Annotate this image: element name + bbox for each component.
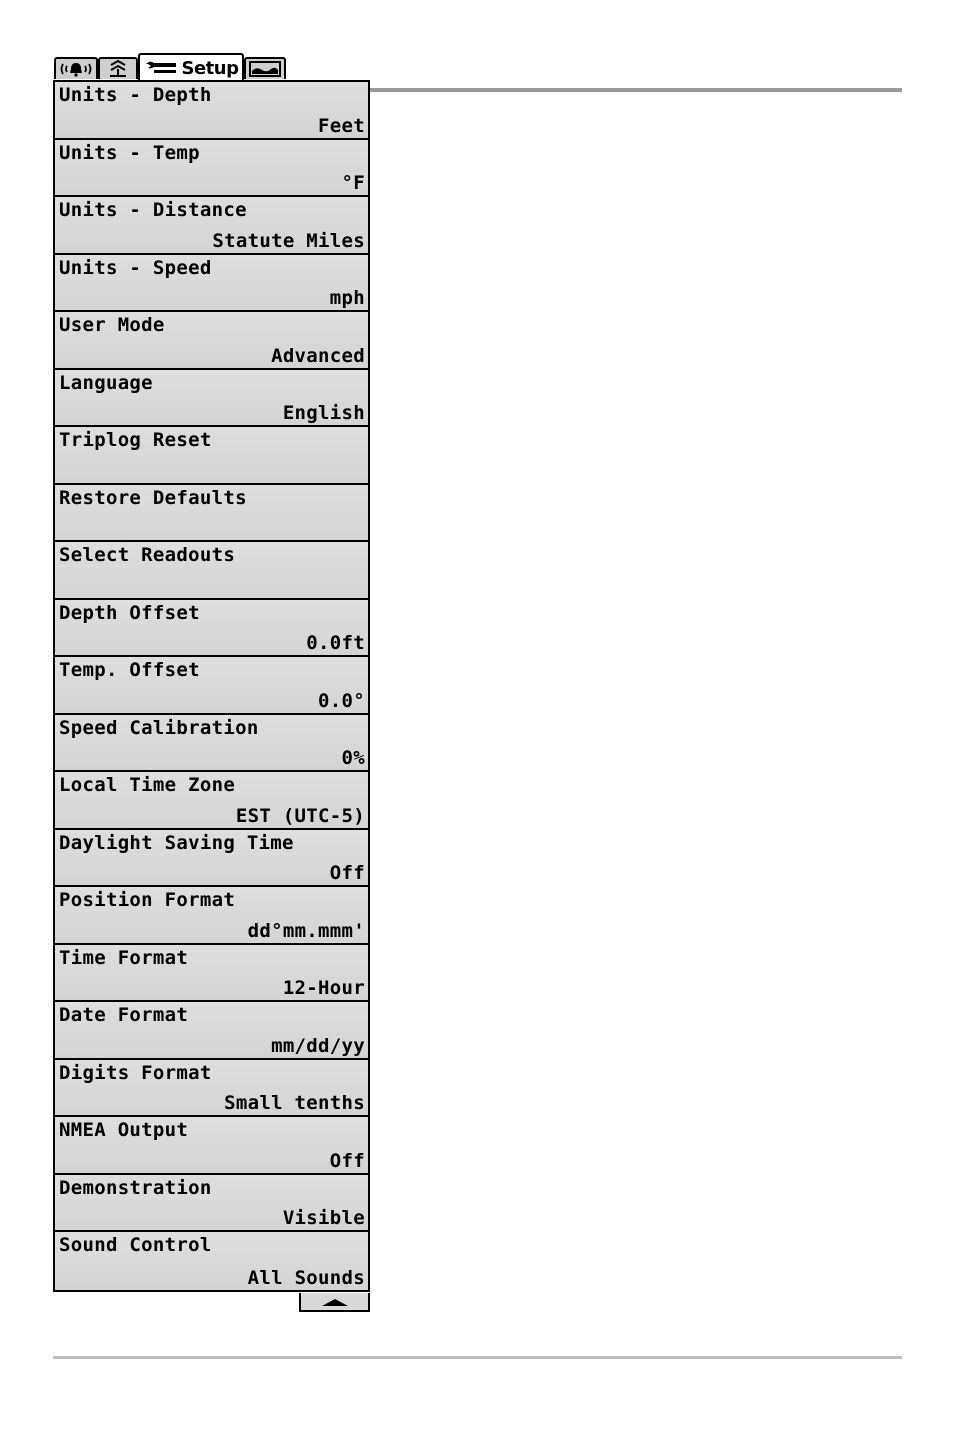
menu-item-language[interactable] [55, 370, 368, 428]
menu-item-label: Date Format [59, 1004, 189, 1026]
menu-item-label: NMEA Output [59, 1119, 189, 1141]
menu-item-select-readouts[interactable] [55, 542, 368, 600]
menu-item-label: Units - Temp [59, 141, 200, 164]
menu-item-value: mph [329, 287, 365, 309]
menu-item-label: Units - Depth [59, 84, 212, 106]
menu-item-sound-control[interactable] [55, 1232, 368, 1290]
menu-item-triplog-reset[interactable] [55, 427, 368, 485]
bottom-divider [53, 1356, 902, 1359]
menu-item-label: Units - Distance [59, 199, 247, 221]
menu-item-label: Demonstration [59, 1176, 212, 1199]
menu-item-label: Digits Format [59, 1061, 212, 1084]
menu-item-digits-format[interactable] [55, 1060, 368, 1118]
menu-item-time-format[interactable] [55, 945, 368, 1003]
menu-item-label: Local Time Zone [59, 774, 236, 796]
menu-item-value: English [282, 402, 365, 424]
scroll-up-button[interactable] [299, 1293, 370, 1312]
menu-tab-bar [54, 53, 374, 81]
menu-item-label: Select Readouts [59, 544, 236, 566]
menu-item-date-format[interactable] [55, 1002, 368, 1060]
menu-item-value: Statute Miles [212, 229, 365, 252]
menu-item-value: Off [329, 862, 365, 884]
alarm-bell-icon [59, 61, 93, 77]
menu-item-value: Feet [318, 114, 365, 137]
menu-item-value: 0.0° [318, 689, 365, 712]
setup-tab-label: Setup [181, 57, 239, 79]
menu-item-nmea-output[interactable] [55, 1117, 368, 1175]
menu-item-value: 12-Hour [282, 977, 365, 999]
top-divider [370, 88, 902, 92]
menu-item-label: Time Format [59, 946, 189, 969]
menu-item-value: Visible [282, 1207, 365, 1229]
menu-item-label: User Mode [59, 314, 165, 336]
menu-item-value: EST (UTC-5) [235, 804, 365, 827]
wrench-icon [144, 60, 178, 76]
menu-item-local-time-zone[interactable] [55, 772, 368, 830]
menu-item-temp-offset[interactable] [55, 657, 368, 715]
menu-item-label: Units - Speed [59, 256, 212, 279]
menu-item-value: Advanced [271, 344, 365, 367]
menu-item-label: Daylight Saving Time [59, 831, 294, 854]
menu-item-units-temp[interactable] [55, 140, 368, 198]
scroll-up-icon [320, 1297, 350, 1307]
menu-item-value: Small tenths [224, 1092, 365, 1114]
sonar-view-icon [249, 61, 281, 77]
menu-item-value: °F [341, 172, 365, 194]
menu-item-label: Speed Calibration [59, 716, 259, 739]
menu-item-label: Temp. Offset [59, 659, 200, 681]
menu-item-demonstration[interactable] [55, 1175, 368, 1233]
menu-item-label: Triplog Reset [59, 429, 212, 451]
menu-item-restore-defaults[interactable] [55, 485, 368, 543]
menu-item-label: Language [59, 371, 153, 394]
menu-item-user-mode[interactable] [55, 312, 368, 370]
navigation-tab[interactable] [98, 57, 138, 79]
menu-item-value: mm/dd/yy [271, 1034, 365, 1057]
menu-item-value: dd°mm.mmm' [247, 919, 365, 942]
menu-item-label: Restore Defaults [59, 486, 247, 509]
menu-item-units-depth[interactable] [55, 82, 368, 140]
menu-item-value: All Sounds [247, 1266, 365, 1289]
menu-item-speed-calibration[interactable] [55, 715, 368, 773]
menu-item-value: 0.0ft [306, 632, 365, 654]
waypoint-icon [107, 60, 129, 78]
setup-menu [53, 80, 370, 1292]
menu-item-units-distance[interactable] [55, 197, 368, 255]
menu-item-depth-offset[interactable] [55, 600, 368, 658]
menu-item-value: 0% [341, 747, 365, 769]
alarms-tab[interactable] [54, 57, 98, 79]
setup-tab[interactable] [138, 53, 244, 81]
menu-item-value: Off [329, 1149, 365, 1172]
views-tab[interactable] [244, 57, 286, 79]
menu-item-label: Position Format [59, 889, 236, 911]
menu-item-position-format[interactable] [55, 887, 368, 945]
menu-item-daylight-saving-time[interactable] [55, 830, 368, 888]
menu-item-units-speed[interactable] [55, 255, 368, 313]
menu-item-label: Depth Offset [59, 601, 200, 624]
menu-item-label: Sound Control [59, 1234, 212, 1256]
